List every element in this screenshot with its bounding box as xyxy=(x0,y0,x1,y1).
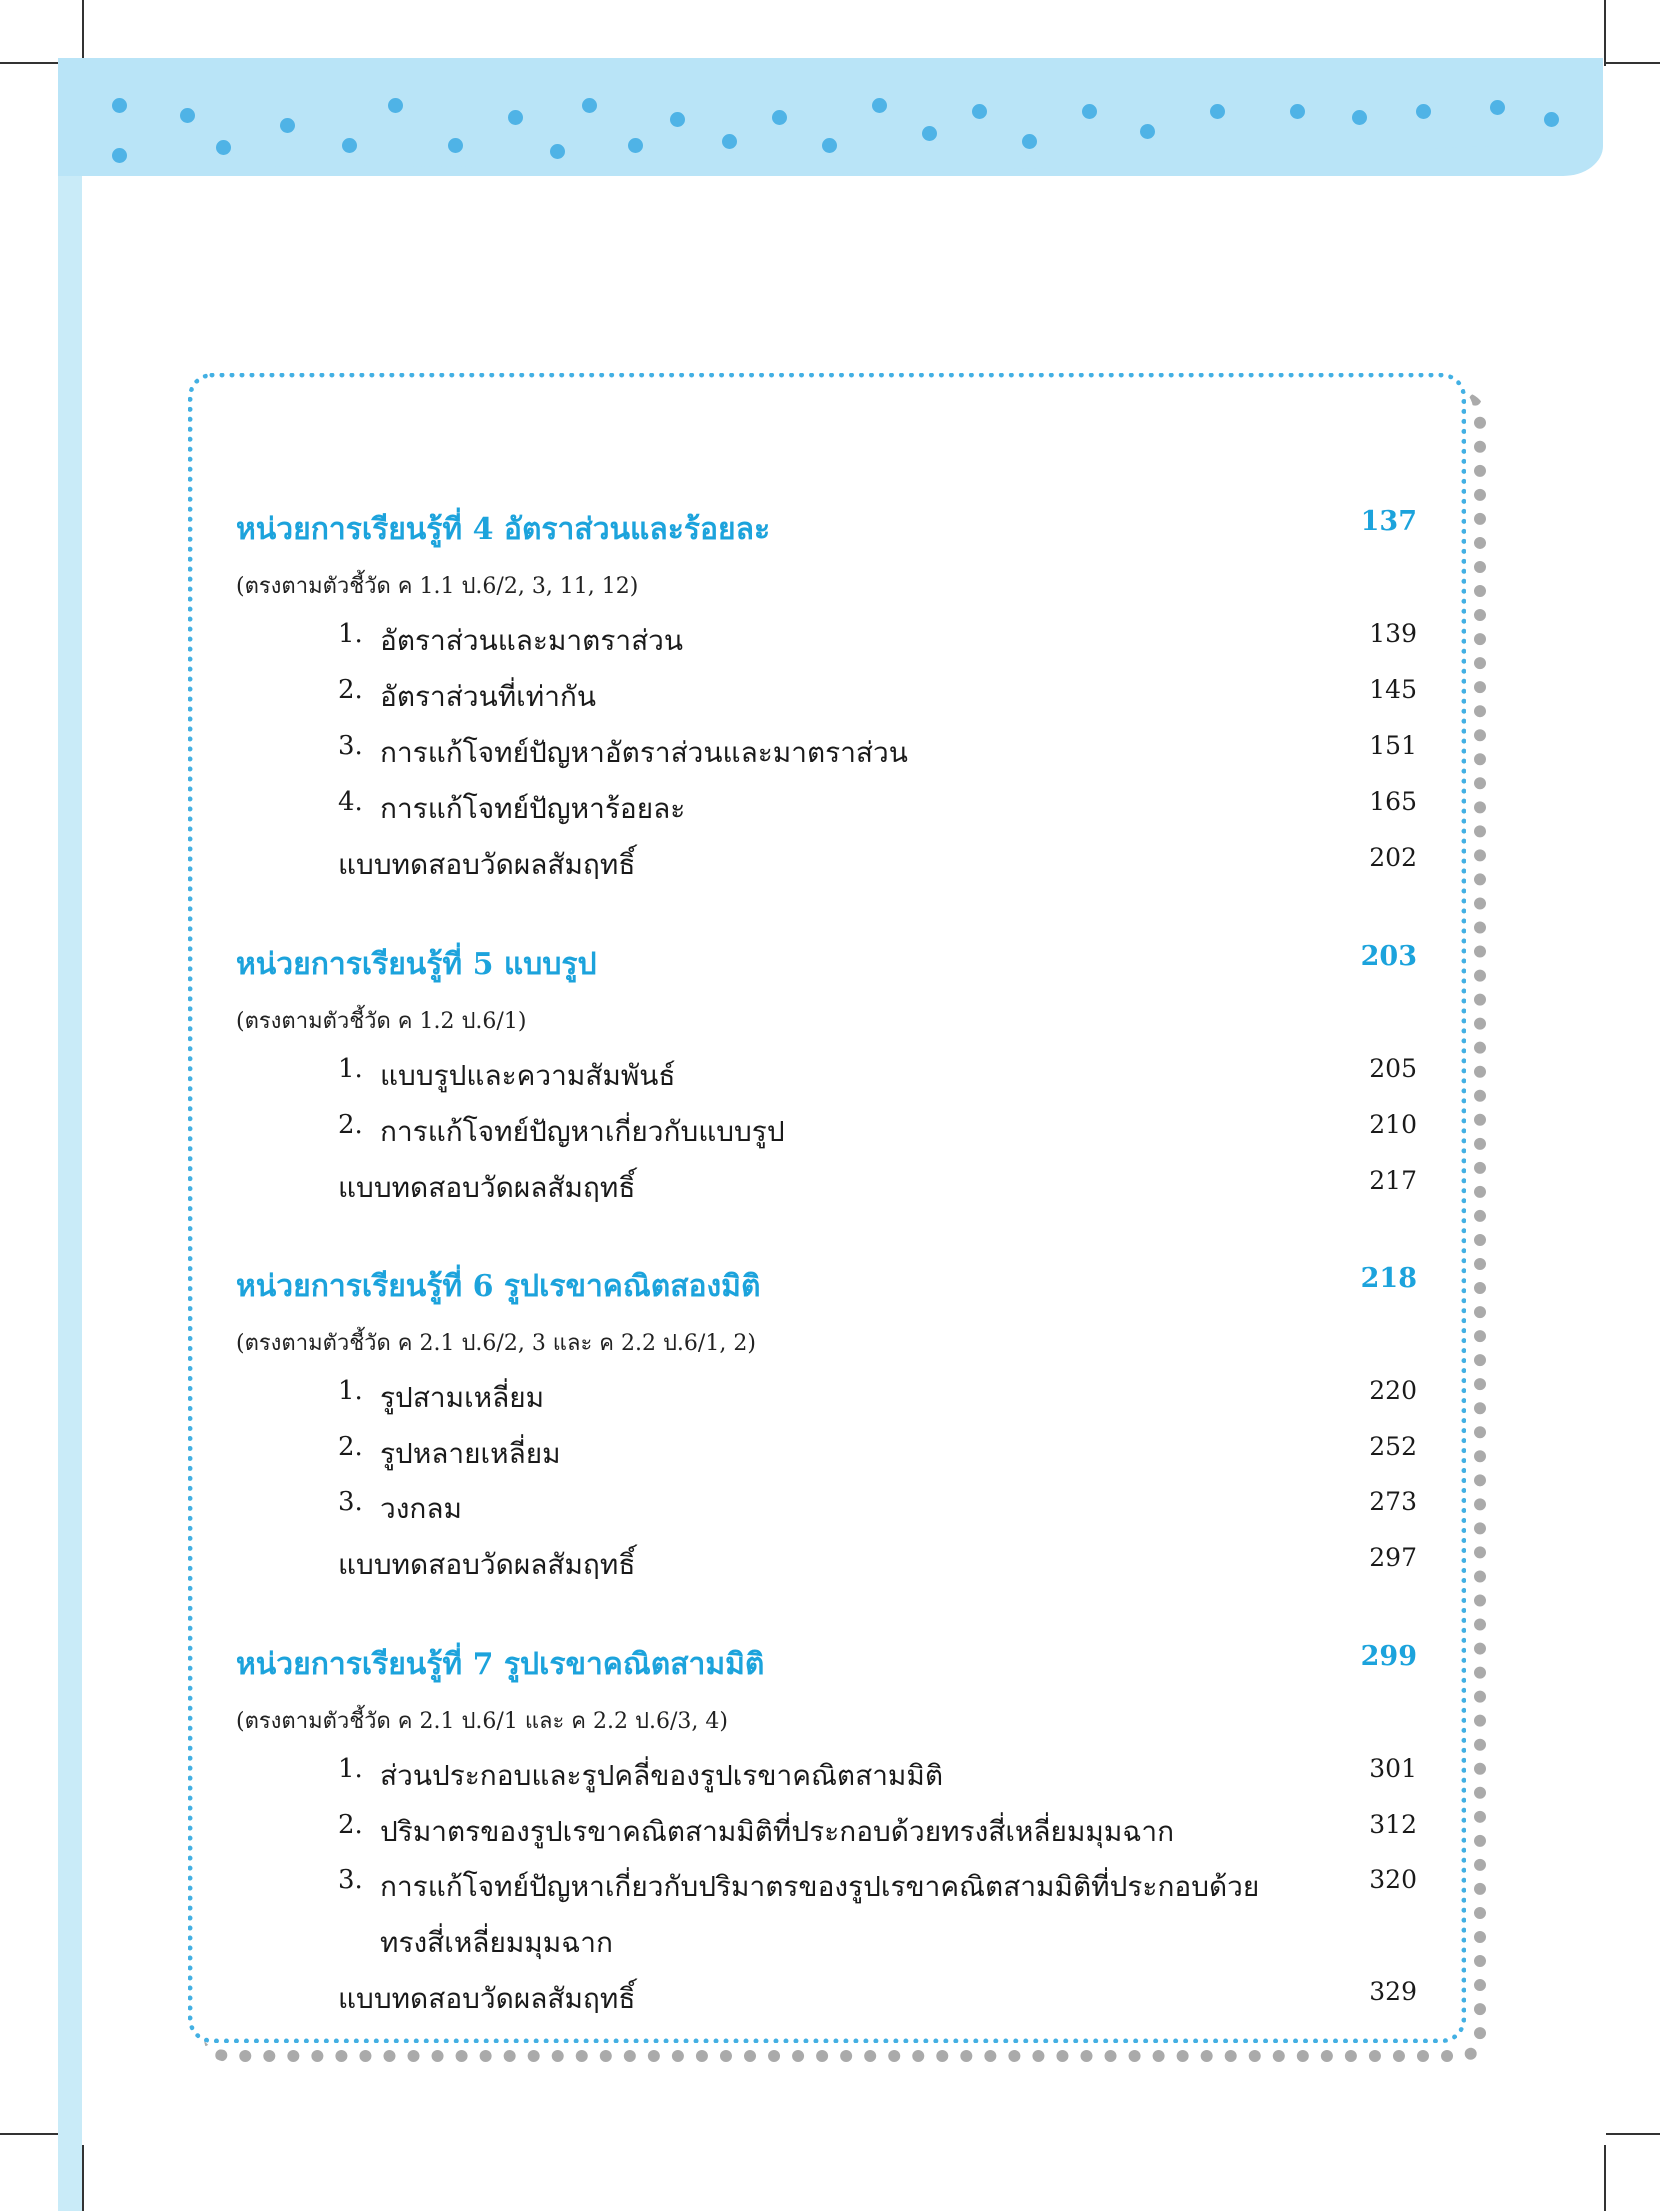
unit-title: หน่วยการเรียนรู้ที่ 7 รูปเรขาคณิตสามมิติ xyxy=(236,1647,765,1682)
item-page-number: 320 xyxy=(1369,1865,1417,1894)
polka-dot xyxy=(670,112,685,127)
test-text: แบบทดสอบวัดผลสัมฤทธิ์ xyxy=(338,848,636,881)
item-page-number: 312 xyxy=(1369,1810,1417,1839)
test-text: แบบทดสอบวัดผลสัมฤทธิ์ xyxy=(338,1982,636,2015)
indicator-text: (ตรงตามตัวชี้วัด ค 2.1 ป.6/1 และ ค 2.2 ป.6/3, 4) xyxy=(236,1709,728,1734)
unit-heading[interactable] xyxy=(0,1263,1660,1309)
crop-mark xyxy=(1604,0,1606,66)
unit-heading[interactable] xyxy=(0,941,1660,987)
item-page-number: 220 xyxy=(1369,1376,1417,1405)
toc-test-item[interactable] xyxy=(0,1977,1660,2023)
crop-mark xyxy=(82,0,84,66)
polka-dot xyxy=(1290,104,1305,119)
toc-test-item[interactable] xyxy=(0,843,1660,889)
item-number: 1. xyxy=(338,619,363,649)
item-number: 1. xyxy=(338,1054,363,1084)
toc-item[interactable] xyxy=(0,1810,1660,1856)
polka-dot xyxy=(1082,104,1097,119)
crop-mark xyxy=(1606,2133,1660,2135)
toc-item[interactable] xyxy=(0,1376,1660,1422)
unit-indicator xyxy=(0,568,1660,614)
toc-item[interactable] xyxy=(0,787,1660,833)
polka-dot xyxy=(550,144,565,159)
unit-indicator xyxy=(0,1325,1660,1371)
polka-dot xyxy=(1210,104,1225,119)
item-number: 3. xyxy=(338,1865,363,1895)
toc-test-item[interactable] xyxy=(0,1166,1660,1212)
polka-dot xyxy=(1352,110,1367,125)
polka-dot xyxy=(1490,100,1505,115)
item-page-number: 151 xyxy=(1369,731,1417,760)
toc-item[interactable] xyxy=(0,1487,1660,1533)
item-text: การแก้โจทย์ปัญหาอัตราส่วนและมาตราส่วน xyxy=(380,736,908,769)
unit-indicator xyxy=(0,1003,1660,1049)
item-number: 4. xyxy=(338,787,363,817)
item-text: วงกลม xyxy=(380,1492,462,1525)
item-page-number: 210 xyxy=(1369,1110,1417,1139)
test-text: แบบทดสอบวัดผลสัมฤทธิ์ xyxy=(338,1171,636,1204)
unit-heading[interactable] xyxy=(0,506,1660,552)
toc-item[interactable] xyxy=(0,1054,1660,1100)
polka-dot xyxy=(280,118,295,133)
polka-dot xyxy=(822,138,837,153)
item-text: การแก้โจทย์ปัญหาเกี่ยวกับแบบรูป xyxy=(380,1115,785,1148)
item-text: ส่วนประกอบและรูปคลี่ของรูปเรขาคณิตสามมิติ xyxy=(380,1759,944,1792)
crop-mark xyxy=(82,2145,84,2211)
item-number: 1. xyxy=(338,1376,363,1406)
indicator-text: (ตรงตามตัวชี้วัด ค 1.2 ป.6/1) xyxy=(236,1009,527,1034)
item-number: 3. xyxy=(338,731,363,761)
test-page-number: 329 xyxy=(1369,1977,1417,2006)
item-number: 1. xyxy=(338,1754,363,1784)
item-number: 2. xyxy=(338,675,363,705)
polka-dot xyxy=(112,148,127,163)
item-text: การแก้โจทย์ปัญหาร้อยละ xyxy=(380,792,686,825)
test-page-number: 217 xyxy=(1369,1166,1417,1195)
toc-item[interactable] xyxy=(0,731,1660,777)
item-number: 2. xyxy=(338,1432,363,1462)
polka-dot xyxy=(722,134,737,149)
item-text: อัตราส่วนที่เท่ากัน xyxy=(380,680,597,713)
polka-dot xyxy=(922,126,937,141)
toc-item[interactable] xyxy=(0,1432,1660,1478)
item-text: อัตราส่วนและมาตราส่วน xyxy=(380,624,684,657)
toc-test-item[interactable] xyxy=(0,1543,1660,1589)
polka-dot xyxy=(1140,124,1155,139)
polka-dot xyxy=(448,138,463,153)
unit-title: หน่วยการเรียนรู้ที่ 5 แบบรูป xyxy=(236,947,597,982)
unit-page-number: 218 xyxy=(1360,1263,1417,1294)
polka-dot xyxy=(772,110,787,125)
polka-dot xyxy=(388,98,403,113)
item-text: ปริมาตรของรูปเรขาคณิตสามมิติที่ประกอบด้วยทรงสี่เหลี่ยมมุมฉาก xyxy=(380,1815,1175,1848)
item-text-continuation: ทรงสี่เหลี่ยมมุมฉาก xyxy=(380,1926,613,1959)
unit-page-number: 299 xyxy=(1360,1641,1417,1672)
item-number: 3. xyxy=(338,1487,363,1517)
item-number: 2. xyxy=(338,1810,363,1840)
toc-item[interactable] xyxy=(0,1754,1660,1800)
item-page-number: 165 xyxy=(1369,787,1417,816)
item-page-number: 301 xyxy=(1369,1754,1417,1783)
toc-item[interactable] xyxy=(0,1110,1660,1156)
unit-page-number: 137 xyxy=(1360,506,1417,537)
test-text: แบบทดสอบวัดผลสัมฤทธิ์ xyxy=(338,1548,636,1581)
item-text: รูปสามเหลี่ยม xyxy=(380,1381,545,1414)
toc-item[interactable] xyxy=(0,675,1660,721)
polka-dot xyxy=(216,140,231,155)
item-text: แบบรูปและความสัมพันธ์ xyxy=(380,1059,676,1092)
item-number: 2. xyxy=(338,1110,363,1140)
test-page-number: 202 xyxy=(1369,843,1417,872)
crop-mark xyxy=(0,2133,66,2135)
toc-item[interactable] xyxy=(0,1865,1660,1911)
crop-mark xyxy=(1606,62,1660,64)
polka-dot xyxy=(1416,104,1431,119)
polka-dot xyxy=(1544,112,1559,127)
toc-item-continuation xyxy=(0,1921,1660,1967)
unit-page-number: 203 xyxy=(1360,941,1417,972)
polka-dot xyxy=(972,104,987,119)
item-page-number: 273 xyxy=(1369,1487,1417,1516)
indicator-text: (ตรงตามตัวชี้วัด ค 1.1 ป.6/2, 3, 11, 12) xyxy=(236,574,639,599)
polka-dot xyxy=(180,108,195,123)
polka-dot xyxy=(1022,134,1037,149)
crop-mark xyxy=(0,62,66,64)
crop-mark xyxy=(1604,2145,1606,2211)
item-page-number: 252 xyxy=(1369,1432,1417,1461)
unit-title: หน่วยการเรียนรู้ที่ 6 รูปเรขาคณิตสองมิติ xyxy=(236,1269,761,1304)
polka-dot xyxy=(582,98,597,113)
polka-dot xyxy=(628,138,643,153)
toc-item[interactable] xyxy=(0,619,1660,665)
item-page-number: 145 xyxy=(1369,675,1417,704)
item-text: การแก้โจทย์ปัญหาเกี่ยวกับปริมาตรของรูปเรขาคณิตสามมิติที่ประกอบด้วย xyxy=(380,1870,1260,1903)
polka-dot xyxy=(872,98,887,113)
item-text: รูปหลายเหลี่ยม xyxy=(380,1437,561,1470)
polka-dot xyxy=(112,98,127,113)
item-page-number: 139 xyxy=(1369,619,1417,648)
unit-indicator xyxy=(0,1703,1660,1749)
polka-dot xyxy=(508,110,523,125)
unit-title: หน่วยการเรียนรู้ที่ 4 อัตราส่วนและร้อยละ xyxy=(236,512,771,547)
polka-dot xyxy=(342,138,357,153)
unit-heading[interactable] xyxy=(0,1641,1660,1687)
indicator-text: (ตรงตามตัวชี้วัด ค 2.1 ป.6/2, 3 และ ค 2.2 ป.6/1, 2) xyxy=(236,1331,756,1356)
test-page-number: 297 xyxy=(1369,1543,1417,1572)
item-page-number: 205 xyxy=(1369,1054,1417,1083)
